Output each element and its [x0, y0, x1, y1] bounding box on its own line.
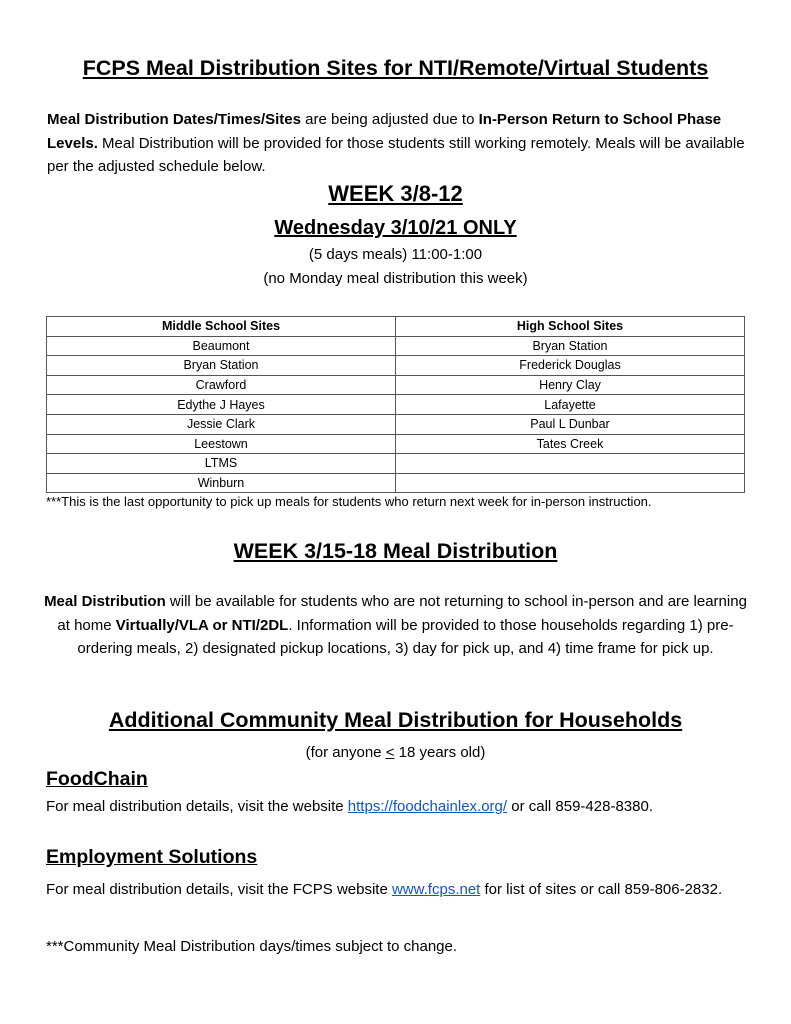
- high-school-site: Lafayette: [396, 395, 745, 415]
- page-title: FCPS Meal Distribution Sites for NTI/Remote/Virtual Students: [82, 56, 709, 80]
- community-note: ***Community Meal Distribution days/times subject to change.: [46, 938, 458, 955]
- table-row: [47, 414, 745, 434]
- age-note: [0, 744, 791, 761]
- sites-table: [46, 316, 745, 493]
- employment-heading: Employment Solutions: [46, 846, 258, 868]
- table-row: [47, 395, 745, 415]
- intro-bold-dates: Meal Distribution Dates/Times/Sites: [47, 111, 301, 128]
- middle-school-header: Middle School Sites: [47, 317, 396, 337]
- employment-paragraph: [46, 878, 736, 902]
- intro-bold-phase: In-Person Return to School Phase Levels.: [47, 111, 722, 152]
- age-suffix: 18 years old): [394, 744, 486, 761]
- table-row: [47, 356, 745, 376]
- table-row: [47, 454, 745, 474]
- week1-day: Wednesday 3/10/21 ONLY: [274, 217, 517, 239]
- intro-text-1: are being adjusted due to: [300, 111, 479, 128]
- middle-school-site: Edythe J Hayes: [47, 395, 396, 415]
- middle-school-site: Beaumont: [47, 336, 396, 356]
- intro-text-2: Meal Distribution will be provided for those students still working remotely. Meals will be available per the adjusted schedule below.: [47, 134, 745, 175]
- table-row: [47, 336, 745, 356]
- high-school-site: Tates Creek: [396, 434, 745, 454]
- week2-text-2: . Information will be provided to those households regarding 1) pre-ordering meals, 2) designated pickup locations, 3) day for pick up, and 4) time frame for pick up.: [77, 616, 734, 657]
- high-school-site: Frederick Douglas: [396, 356, 745, 376]
- table-row: [47, 473, 745, 493]
- less-equal-symbol: <: [385, 744, 395, 761]
- employment-text-1: For meal distribution details, visit the FCPS website: [46, 881, 392, 898]
- middle-school-site: Crawford: [47, 375, 396, 395]
- middle-school-site: LTMS: [47, 454, 396, 474]
- week2-bold-virtual: Virtually/VLA or NTI/2DL: [115, 616, 289, 634]
- high-school-site: Bryan Station: [396, 336, 745, 356]
- foodchain-text-2: or call 859-428-8380.: [507, 798, 653, 815]
- foodchain-text-1: For meal distribution details, visit the website: [46, 798, 348, 815]
- week1-detail: (5 days meals) 11:00-1:00: [308, 246, 483, 263]
- age-prefix: (for anyone: [305, 744, 386, 761]
- high-school-site: [396, 473, 745, 493]
- foodchain-link[interactable]: https://foodchainlex.org/: [347, 798, 508, 815]
- week2-text-1: will be available for students who are not returning to school in-person and are learning at home: [57, 593, 747, 634]
- fcps-link[interactable]: www.fcps.net: [391, 881, 481, 898]
- week2-paragraph: [40, 590, 751, 661]
- middle-school-site: Leestown: [47, 434, 396, 454]
- middle-school-site: Winburn: [47, 473, 396, 493]
- high-school-site: Henry Clay: [396, 375, 745, 395]
- last-opportunity-note: ***This is the last opportunity to pick up meals for students who return next week for in-person instruction.: [46, 494, 652, 509]
- table-header-row: [47, 317, 745, 337]
- week1-note: (no Monday meal distribution this week): [263, 270, 528, 287]
- table-row: [47, 434, 745, 454]
- foodchain-heading: FoodChain: [46, 768, 148, 790]
- week2-heading: WEEK 3/15-18 Meal Distribution: [233, 539, 558, 563]
- foodchain-paragraph: [46, 798, 766, 815]
- middle-school-site: Jessie Clark: [47, 414, 396, 434]
- middle-school-site: Bryan Station: [47, 356, 396, 376]
- table-row: [47, 375, 745, 395]
- week2-bold-meal: Meal Distribution: [44, 593, 166, 610]
- high-school-header: High School Sites: [396, 317, 745, 337]
- intro-paragraph: [47, 108, 747, 179]
- week1-heading: WEEK 3/8-12: [328, 181, 463, 206]
- employment-text-2: for list of sites or call 859-806-2832.: [480, 881, 723, 898]
- high-school-site: Paul L Dunbar: [396, 414, 745, 434]
- high-school-site: [396, 454, 745, 474]
- additional-heading: Additional Community Meal Distribution for Households: [108, 708, 683, 732]
